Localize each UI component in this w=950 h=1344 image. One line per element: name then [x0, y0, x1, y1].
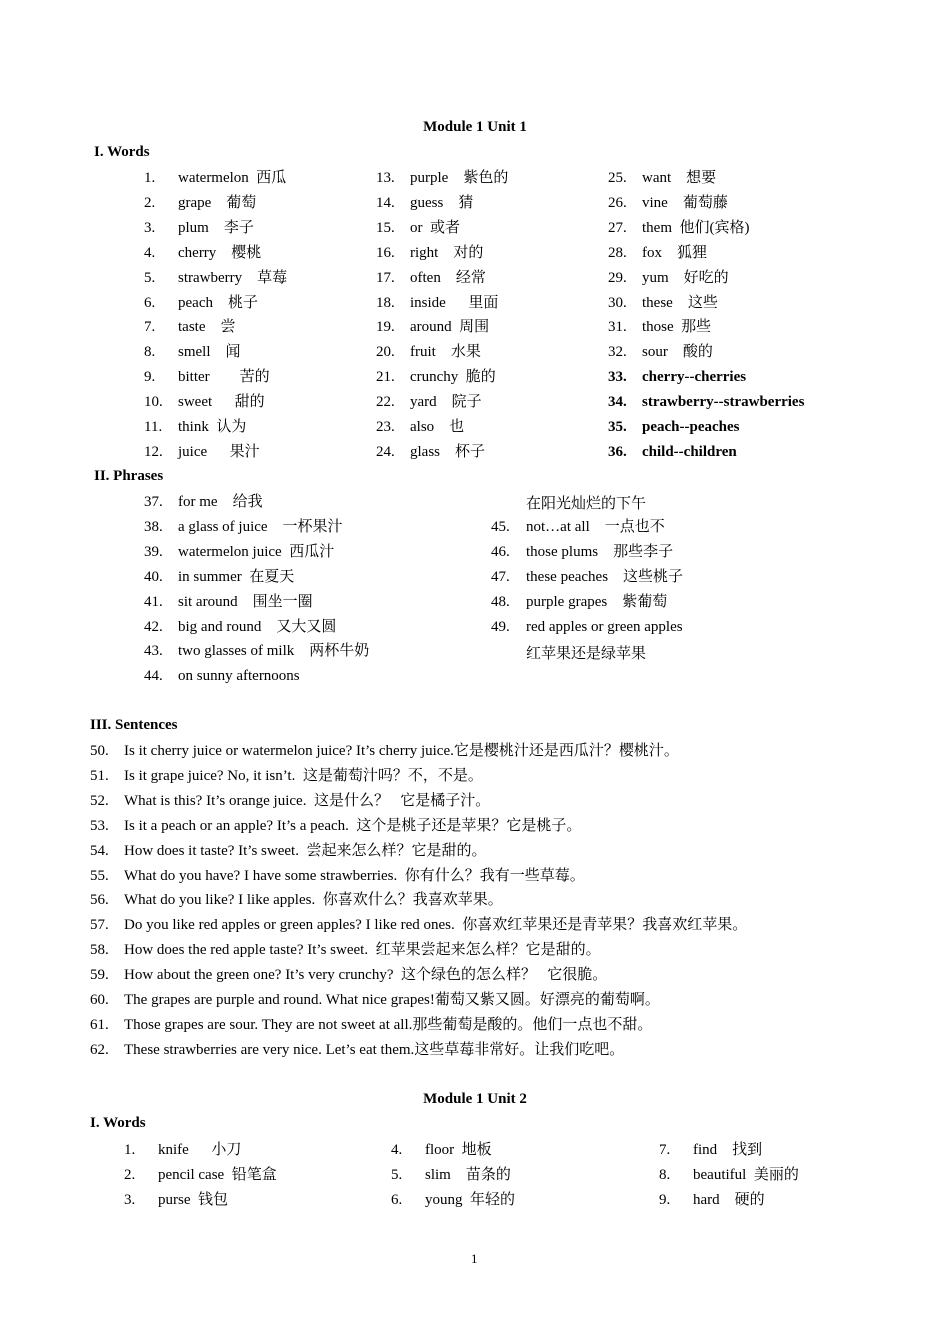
item-number: 48. [491, 593, 510, 610]
item-text: watermelon juice 西瓜汁 [178, 543, 335, 560]
phrase-item [144, 666, 300, 686]
item-number: 4. [391, 1142, 403, 1158]
unit2-title: Module 1 Unit 2 [423, 1091, 527, 1107]
phrase-item [491, 542, 673, 562]
item-number: 55. [90, 867, 109, 884]
word-item [144, 193, 256, 213]
item-number: 25. [608, 170, 627, 186]
word-item [376, 218, 460, 238]
phrase-item [144, 592, 313, 612]
item-number: 2. [124, 1167, 136, 1183]
word-item [144, 218, 254, 238]
word-item [376, 293, 498, 313]
item-text: pencil case 铅笔盒 [158, 1167, 277, 1183]
item-number: 13. [376, 170, 395, 186]
item-text: these peaches 这些桃子 [526, 568, 684, 585]
item-text: peach 桃子 [178, 294, 258, 311]
unit2-words-heading: I. Words [90, 1115, 146, 1131]
item-text: plum 李子 [178, 219, 254, 236]
item-number: 26. [608, 194, 627, 211]
item-text: knife 小刀 [158, 1142, 242, 1158]
item-number: 33. [608, 369, 627, 386]
word-item [659, 1140, 762, 1160]
item-text: big and round 又大又圆 [178, 618, 337, 635]
word-item [144, 268, 287, 288]
item-text: What is this? It’s orange juice. 这是什么？ 它是橘子汁。 [124, 792, 491, 809]
item-number: 8. [659, 1167, 671, 1183]
word-item [608, 367, 746, 387]
word-item [608, 168, 716, 188]
item-number: 28. [608, 244, 627, 261]
item-number: 45. [491, 519, 510, 535]
item-text: want 想要 [642, 170, 717, 186]
item-text: sour 酸的 [642, 344, 713, 361]
word-item [144, 417, 246, 437]
sentence-item [90, 940, 601, 960]
word-item [144, 367, 270, 387]
item-text: What do you like? I like apples. 你喜欢什么？我喜欢苹果。 [124, 892, 503, 909]
item-text: also 也 [410, 419, 465, 435]
item-text: How does it taste? It’s sweet. 尝起来怎么样？它是甜的。 [124, 842, 487, 859]
item-number: 8. [144, 344, 156, 361]
item-number: 50. [90, 743, 109, 759]
item-number: 6. [391, 1192, 403, 1208]
item-number: 37. [144, 494, 163, 510]
phrase-item [491, 567, 683, 587]
word-item [376, 342, 481, 362]
item-text: bitter 苦的 [178, 369, 270, 386]
item-text: red apples or green apples [526, 618, 683, 635]
item-number: 60. [90, 992, 109, 1008]
item-number: 34. [608, 394, 627, 411]
item-number: 4. [144, 244, 156, 261]
item-number: 52. [90, 792, 109, 809]
item-number: 41. [144, 593, 163, 610]
item-text: yard 院子 [410, 394, 482, 411]
item-number: 43. [144, 643, 163, 660]
item-number: 53. [90, 817, 109, 834]
item-text: floor 地板 [425, 1142, 492, 1158]
item-number: 20. [376, 344, 395, 361]
word-item [376, 193, 473, 213]
item-text: juice 果汁 [178, 443, 260, 460]
item-text: What do you have? I have some strawberries. 你有什么？我有一些草莓。 [124, 867, 585, 884]
item-text: those 那些 [642, 319, 712, 336]
item-text: those plums 那些李子 [526, 543, 674, 560]
item-text: beautiful 美丽的 [693, 1167, 799, 1183]
item-number: 38. [144, 518, 163, 535]
word-item [608, 243, 707, 263]
item-text: in summer 在夏天 [178, 568, 295, 585]
item-number: 57. [90, 917, 109, 934]
word-item [608, 193, 728, 213]
item-number: 35. [608, 419, 627, 435]
word-item [376, 392, 482, 412]
word-item [376, 442, 485, 462]
sentence-item [90, 890, 503, 910]
item-text: How does the red apple taste? It’s sweet. 红苹果尝起来怎么样？它是甜的。 [124, 942, 601, 959]
item-text: not…at all 一点也不 [526, 519, 665, 535]
item-number: 11. [144, 419, 163, 435]
word-item [608, 392, 804, 412]
sentence-item [90, 866, 585, 886]
item-number: 2. [144, 194, 156, 211]
item-number: 44. [144, 668, 163, 685]
item-number: 19. [376, 319, 395, 336]
item-text: these 这些 [642, 294, 718, 311]
word-item [376, 243, 483, 263]
item-number: 3. [124, 1192, 136, 1208]
item-text: sweet 甜的 [178, 394, 265, 411]
sentence-item [90, 741, 679, 761]
item-number: 22. [376, 394, 395, 411]
item-text: watermelon 西瓜 [178, 170, 287, 186]
item-number: 5. [391, 1167, 403, 1183]
item-text: Is it cherry juice or watermelon juice? It’s cherry juice.它是樱桃汁还是西瓜汁？樱桃汁。 [124, 743, 679, 759]
item-text: often 经常 [410, 269, 486, 286]
item-text: fruit 水果 [410, 344, 481, 361]
item-number: 40. [144, 568, 163, 585]
item-text: child--children [642, 443, 737, 460]
item-text: guess 猜 [410, 194, 474, 211]
item-number: 9. [659, 1192, 671, 1208]
item-number: 21. [376, 369, 395, 386]
item-text: taste 尝 [178, 319, 236, 336]
sentence-item [90, 841, 486, 861]
word-item [144, 293, 258, 313]
item-text: glass 杯子 [410, 443, 486, 460]
unit1-words-heading: I. Words [94, 144, 150, 160]
item-text: young 年轻的 [425, 1192, 516, 1208]
item-number: 14. [376, 194, 395, 211]
item-text: peach--peaches [642, 419, 740, 435]
item-text: purple 紫色的 [410, 170, 509, 186]
sentence-item [90, 766, 483, 786]
item-text: on sunny afternoons [178, 668, 300, 685]
item-number: 23. [376, 419, 395, 435]
sentence-item [90, 791, 490, 811]
word-item [391, 1190, 515, 1210]
item-number: 6. [144, 294, 156, 311]
word-item [144, 392, 265, 412]
phrase-item [491, 517, 665, 537]
word-item [124, 1190, 228, 1210]
item-text: a glass of juice 一杯果汁 [178, 518, 343, 535]
item-text: smell 闻 [178, 344, 241, 361]
item-text: inside 里面 [410, 294, 499, 311]
unit1-phrases-heading: II. Phrases [94, 468, 164, 484]
item-text: Is it a peach or an apple? It’s a peach. 这个是桃子还是苹果？它是桃子。 [124, 817, 582, 834]
word-item [391, 1165, 511, 1185]
item-number: 42. [144, 618, 163, 635]
word-item [659, 1165, 799, 1185]
page-number: 1 [471, 1251, 478, 1266]
item-number: 56. [90, 892, 109, 909]
item-text: How about the green one? It’s very crunchy? 这个绿色的怎么样？ 它很脆。 [124, 967, 608, 984]
item-number: 7. [659, 1142, 671, 1158]
item-number: 51. [90, 767, 109, 784]
word-item [376, 367, 496, 387]
item-number: 31. [608, 319, 627, 336]
item-text: right 对的 [410, 244, 484, 261]
phrase-item [144, 641, 369, 661]
sentence-item [90, 990, 660, 1010]
word-item [608, 442, 737, 462]
item-text: or 或者 [410, 219, 460, 236]
item-text: purse 钱包 [158, 1192, 228, 1208]
sentence-item [90, 1015, 652, 1035]
item-text: strawberry 草莓 [178, 269, 288, 286]
item-text: Those grapes are sour. They are not sweet at all.那些葡萄是酸的。他们一点也不甜。 [124, 1016, 653, 1033]
item-text: them 他们(宾格) [642, 219, 750, 236]
item-text: hard 硬的 [693, 1192, 765, 1208]
word-item [144, 342, 241, 362]
word-item [124, 1140, 241, 1160]
unit1-title: Module 1 Unit 1 [423, 119, 527, 135]
phrase-item [144, 542, 334, 562]
phrase-item [144, 492, 263, 512]
item-number: 39. [144, 543, 163, 560]
word-item [376, 168, 508, 188]
word-item [608, 342, 713, 362]
item-text: yum 好吃的 [642, 269, 729, 286]
item-text: crunchy 脆的 [410, 369, 496, 386]
item-number: 15. [376, 219, 395, 236]
item-text: purple grapes 紫葡萄 [526, 593, 668, 610]
word-item [124, 1165, 277, 1185]
item-number: 9. [144, 369, 156, 386]
phrase-item [144, 617, 336, 637]
item-number: 49. [491, 618, 510, 635]
item-text: These strawberries are very nice. Let’s eat them.这些草莓非常好。让我们吃吧。 [124, 1041, 625, 1058]
word-item [144, 243, 261, 263]
sentence-item [90, 915, 747, 935]
item-text: slim 苗条的 [425, 1167, 511, 1183]
item-number: 24. [376, 443, 395, 460]
item-text: vine 葡萄藤 [642, 194, 728, 211]
item-text: The grapes are purple and round. What nice grapes!葡萄又紫又圆。好漂亮的葡萄啊。 [124, 992, 660, 1008]
word-item [659, 1190, 765, 1210]
sentence-item [90, 965, 607, 985]
word-item [608, 317, 711, 337]
word-item [608, 417, 740, 437]
item-number: 3. [144, 219, 156, 236]
item-text: think 认为 [178, 419, 247, 435]
item-number: 7. [144, 319, 156, 336]
item-text: for me 给我 [178, 494, 263, 510]
word-item [608, 268, 729, 288]
item-number: 1. [124, 1142, 136, 1158]
item-number: 59. [90, 967, 109, 984]
unit1-sentences-heading: III. Sentences [90, 717, 178, 733]
item-number: 29. [608, 269, 627, 286]
item-text: find 找到 [693, 1142, 763, 1158]
item-number: 27. [608, 219, 627, 236]
item-number: 46. [491, 543, 510, 560]
item-number: 16. [376, 244, 395, 261]
item-number: 10. [144, 394, 163, 411]
item-number: 62. [90, 1041, 109, 1058]
item-number: 30. [608, 294, 627, 311]
item-text: cherry--cherries [642, 369, 747, 386]
word-item [608, 293, 718, 313]
word-item [376, 317, 489, 337]
item-text: around 周围 [410, 319, 490, 336]
phrase-item [144, 517, 343, 537]
item-number: 12. [144, 443, 163, 460]
item-text: cherry 樱桃 [178, 244, 262, 261]
word-item [144, 442, 260, 462]
item-number: 5. [144, 269, 156, 286]
word-item [391, 1140, 492, 1160]
sentence-item [90, 816, 581, 836]
phrase-item [491, 617, 683, 637]
item-number: 47. [491, 568, 510, 585]
word-item [608, 218, 749, 238]
word-item [376, 417, 464, 437]
phrase-item [491, 592, 667, 612]
item-text: grape 葡萄 [178, 194, 257, 211]
word-item [144, 168, 286, 188]
item-number: 17. [376, 269, 395, 286]
item-number: 32. [608, 344, 627, 361]
item-text: Do you like red apples or green apples? I like red ones. 你喜欢红苹果还是青苹果？我喜欢红苹果。 [124, 917, 748, 934]
phrase-item [144, 567, 294, 587]
item-text: fox 狐狸 [642, 244, 707, 261]
item-number: 18. [376, 294, 395, 311]
sentence-item [90, 1040, 624, 1060]
item-number: 54. [90, 842, 109, 859]
item-number: 36. [608, 443, 627, 460]
word-item [376, 268, 486, 288]
item-text: two glasses of milk 两杯牛奶 [178, 643, 370, 660]
item-text: strawberry--strawberries [642, 394, 805, 411]
item-number: 58. [90, 942, 109, 959]
phrase-49-translation: 红苹果还是绿苹果 [526, 646, 647, 662]
item-number: 1. [144, 170, 156, 186]
item-text: Is it grape juice? No, it isn’t. 这是葡萄汁吗？不，不是。 [124, 767, 483, 784]
phrase-44-translation: 在阳光灿烂的下午 [526, 496, 647, 512]
item-text: sit around 围坐一圈 [178, 593, 313, 610]
word-item [144, 317, 236, 337]
item-number: 61. [90, 1016, 109, 1033]
